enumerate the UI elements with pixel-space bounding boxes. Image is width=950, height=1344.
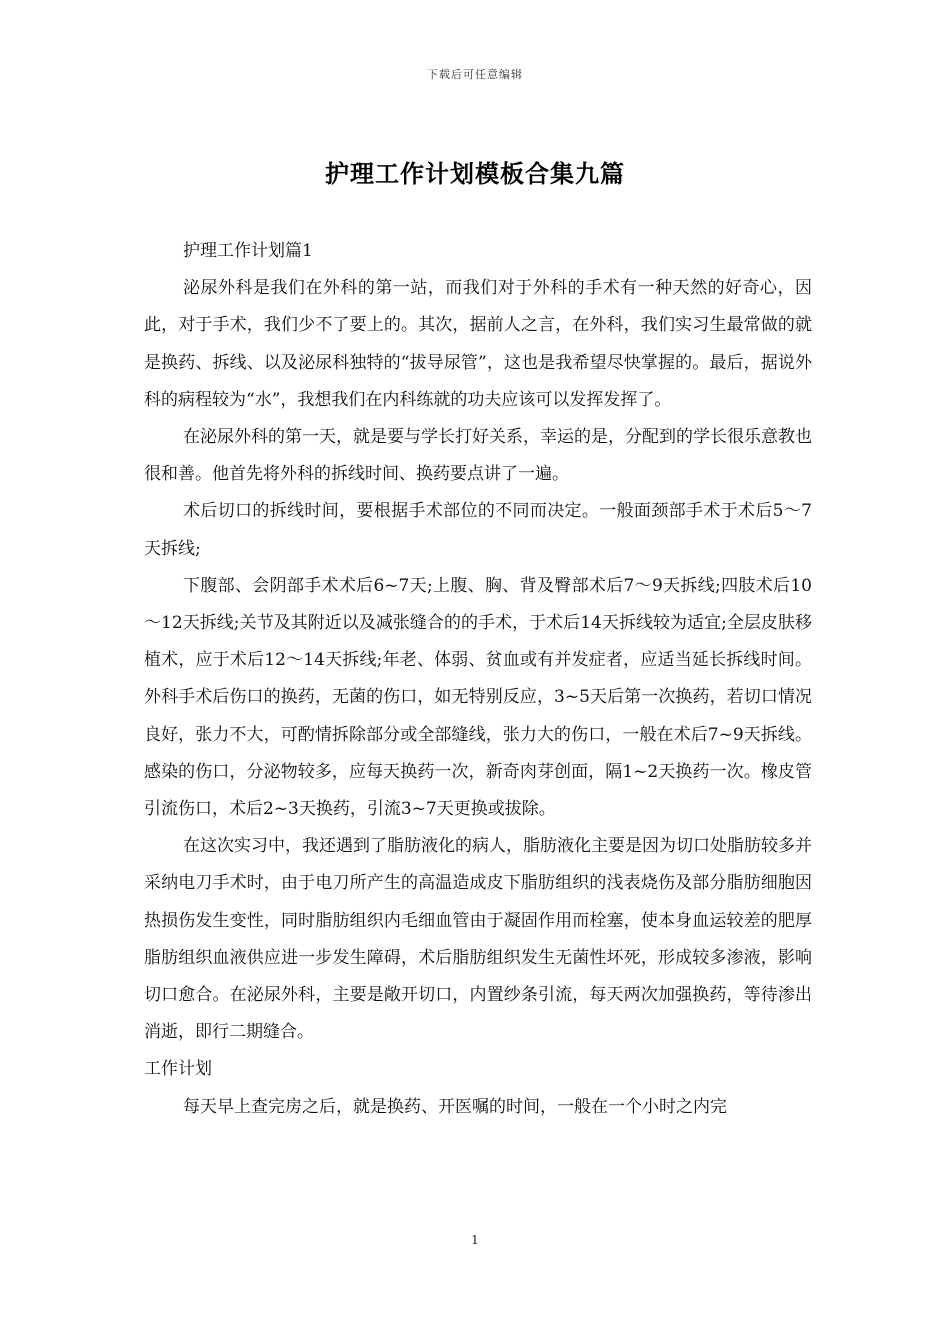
document-body (144, 233, 812, 1126)
body-paragraph: 在泌尿外科的第一天，就是要与学长打好关系，幸运的是，分配到的学长很乐意教也很和善。他首先将外科的拆线时间、换药要点讲了一遍。 (144, 427, 812, 485)
inline-label: 工作计划 (144, 1059, 212, 1080)
body-paragraph: 术后切口的拆线时间，要根据手术部位的不同而决定。一般面颈部手术于术后5～7天拆线; (144, 501, 812, 559)
body-paragraph: 泌尿外科是我们在外科的第一站，而我们对于外科的手术有一种天然的好奇心，因此，对于手术，我们少不了要上的。其次，据前人之言，在外科，我们实习生最常做的就是换药、拆线、以及泌尿科独特的“拔导尿管”，这也是我希望尽快掌握的。最后，据说外科的病程较为“水”，我想我们在内科练就的功夫应该可以发挥发挥了。 (144, 278, 812, 410)
page-header: 下载后可任意编辑 (427, 68, 523, 81)
body-paragraph: 在这次实习中，我还遇到了脂肪液化的病人，脂肪液化主要是因为切口处脂肪较多并采纳电刀手术时，由于电刀所产生的高温造成皮下脂肪组织的浅表烧伤及部分脂肪细胞因热损伤发生变性，同时脂肪组织内毛细血管由于凝固作用而栓塞，使本身血运较差的肥厚脂肪组织血液供应进一步发生障碍，术后脂肪组织发生无菌性坏死，形成较多渗液，影响切口愈合。在泌尿外科，主要是敞开切口，内置纱条引流，每天两次加强换药，等待渗出消逝，即行二期缝合。 (144, 836, 812, 1043)
document-title: 护理工作计划模板合集九篇 (325, 159, 625, 188)
section-heading: 护理工作计划篇1 (183, 241, 313, 261)
body-paragraph: 下腹部、会阴部手术术后6~7天;上腹、胸、背及臀部术后7～9天拆线;四肢术后10～12天拆线;关节及其附近以及减张缝合的的手术，于术后14天拆线较为适宜;全层皮肤移植术，应于术后12～14天拆线;年老、体弱、贫血或有并发症者，应适当延长拆线时间。外科手术后伤口的换药，无菌的伤口，如无特别反应，3~5天后第一次换药，若切口情况良好，张力不大，可酌情拆除部分或全部缝线，张力大的伤口，一般在术后7~9天拆线。感染的伤口，分泌物较多，应每天换药一次，新奇肉芽创面，隔1~2天换药一次。橡皮管引流伤口，术后2~3天换药，引流3~7天更换或拔除。 (144, 575, 812, 820)
page-number: 1 (471, 1233, 479, 1247)
body-paragraph: 每天早上查完房之后，就是换药、开医嘱的时间，一般在一个小时之内完 (183, 1096, 727, 1117)
